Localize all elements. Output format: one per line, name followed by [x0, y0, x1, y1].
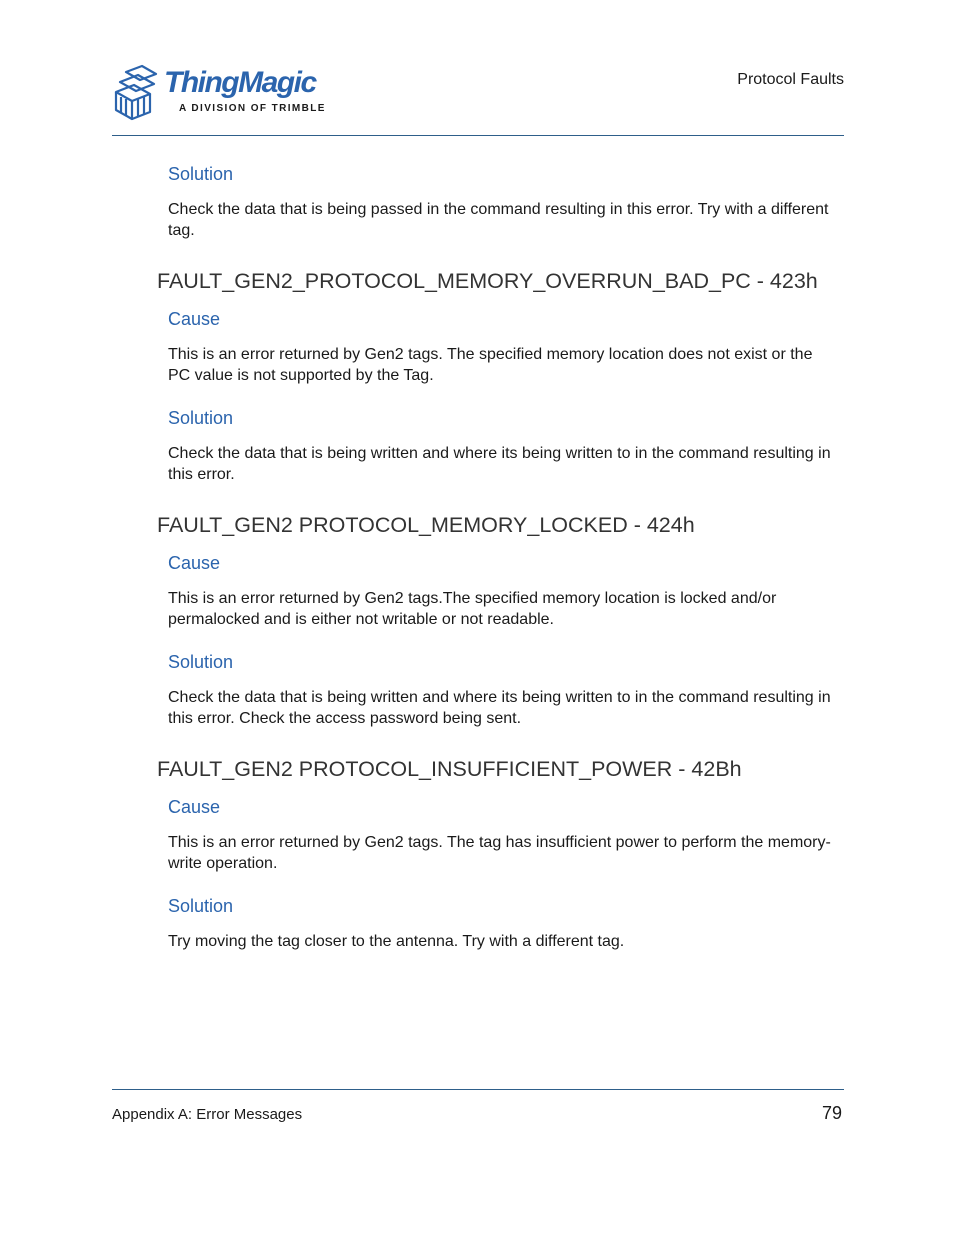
page-number: 79: [821, 1103, 842, 1123]
running-title: Protocol Faults: [737, 71, 844, 88]
solution-subheading: Solution: [168, 652, 234, 672]
logo-wordmark: ThingMagic: [164, 66, 316, 99]
solution-text: Check the data that is being passed in the command resulting in this error. Try with a different tag.: [168, 201, 829, 239]
cause-subheading: Cause: [168, 553, 221, 573]
solution-subheading: Solution: [168, 408, 234, 428]
fault-section-42bh: [157, 758, 837, 953]
page-content: [157, 162, 837, 953]
thingmagic-logo: [112, 62, 332, 124]
cause-text: This is an error returned by Gen2 tags.The specified memory location is locked and/or permalocked and is either not writable or not readable.: [168, 590, 777, 628]
header-divider: [112, 135, 844, 136]
logo-subtitle: A DIVISION OF TRIMBLE: [179, 103, 326, 114]
fault-heading: FAULT_GEN2 PROTOCOL_INSUFFICIENT_POWER - 42Bh: [157, 757, 742, 781]
footer-section-title: Appendix A: Error Messages: [112, 1106, 303, 1123]
fault-heading: FAULT_GEN2 PROTOCOL_MEMORY_LOCKED - 424h: [157, 513, 695, 537]
solution-subheading: Solution: [168, 164, 234, 184]
page-header: [112, 62, 844, 136]
page-footer: [112, 1089, 844, 1123]
fault-heading: FAULT_GEN2_PROTOCOL_MEMORY_OVERRUN_BAD_PC - 423h: [157, 269, 818, 293]
solution-text: Check the data that is being written and where its being written to in the command resulting in this error.: [168, 445, 831, 483]
fault-section-424h: [157, 514, 837, 729]
cause-text: This is an error returned by Gen2 tags. The tag has insufficient power to perform the memory-write operation.: [168, 834, 831, 872]
cause-text: This is an error returned by Gen2 tags. The specified memory location does not exist or the PC value is not supported by the Tag.: [168, 346, 813, 384]
cause-subheading: Cause: [168, 797, 221, 817]
fault-section-423h: [157, 270, 837, 485]
cause-subheading: Cause: [168, 309, 221, 329]
solution-text: Check the data that is being written and where its being written to in the command resulting in this error. Check the access password being sent.: [168, 689, 831, 727]
solution-text: Try moving the tag closer to the antenna. Try with a different tag.: [168, 933, 625, 950]
solution-subheading: Solution: [168, 896, 234, 916]
cube-logo-icon: [112, 64, 162, 122]
